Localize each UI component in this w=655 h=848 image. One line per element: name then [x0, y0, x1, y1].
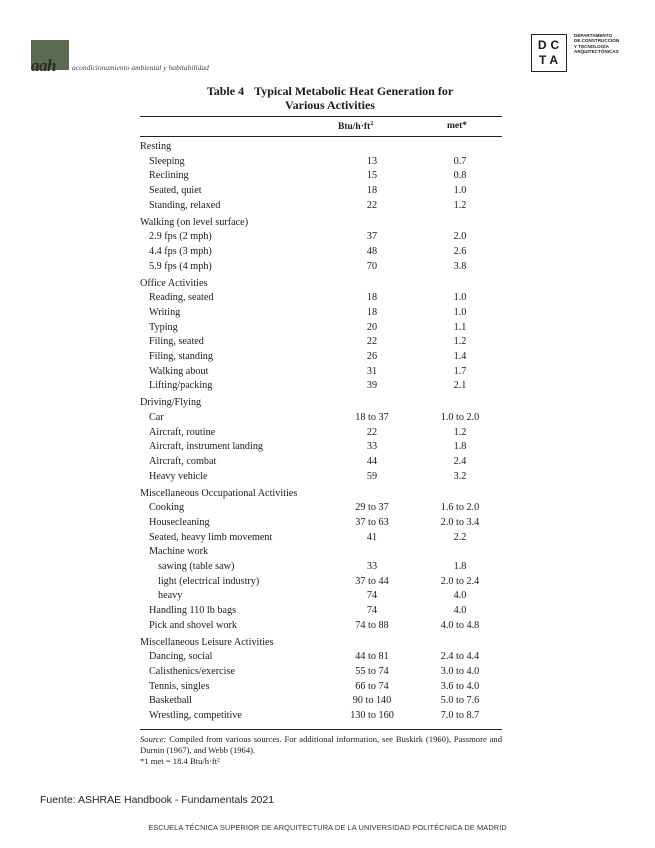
met-value: 1.2: [453, 426, 467, 438]
table-row: [140, 245, 502, 260]
table-group-row: [140, 140, 502, 155]
met-value: 1.0: [453, 306, 467, 318]
met-value: 2.1: [453, 380, 467, 392]
activity-label: 4.4 fps (3 mph): [149, 246, 212, 257]
met-value: 1.0: [453, 185, 467, 197]
group-label: Resting: [140, 141, 172, 152]
source-text: Compiled from various sources. For additional information, see Buskirk (1960), Passmore and Durnin (1967), and Webb (1964).: [140, 734, 503, 755]
activity-label: Machine work: [149, 546, 209, 558]
met-value: 2.4: [453, 456, 467, 467]
table-row: [140, 379, 502, 394]
met-value: 2.0 to 2.4: [440, 575, 480, 587]
table-header-rule: [140, 136, 502, 137]
btu-value: 18 to 37: [355, 411, 389, 423]
department-line: DEPARTAMENTO: [574, 33, 613, 38]
btu-value: 22: [366, 426, 378, 438]
dcta-logo: [531, 34, 567, 72]
table-row: [140, 604, 502, 619]
table-title-line-2: Various Activities: [285, 98, 375, 112]
table-title: [140, 84, 520, 112]
met-value: 2.0: [453, 231, 467, 243]
table-row: [140, 260, 502, 275]
activity-label: Aircraft, instrument landing: [149, 441, 264, 453]
table-body: [140, 140, 502, 724]
met-value: 0.7: [453, 155, 467, 167]
btu-value: 74: [366, 590, 378, 602]
activity-label: 2.9 fps (2 mph): [149, 231, 212, 243]
table-row: [140, 665, 502, 680]
btu-value: 74: [366, 605, 378, 617]
table-row: [140, 545, 502, 560]
table-row: [140, 501, 502, 516]
met-value: 3.0 to 4.0: [440, 666, 480, 677]
activity-label: Filing, seated: [149, 336, 204, 348]
met-value: 1.8: [453, 561, 467, 572]
activity-label: Wrestling, competitive: [149, 710, 242, 722]
page-footer: ESCUELA TÉCNICA SUPERIOR DE ARQUITECTURA DE LA UNIVERSIDAD POLITÉCNICA DE MADRID: [148, 823, 507, 832]
table-row: [140, 230, 502, 245]
btu-value: 37: [366, 231, 378, 243]
table-row: [140, 155, 502, 170]
met-value: 1.6 to 2.0: [440, 502, 480, 514]
activity-label: sawing (table saw): [158, 561, 235, 572]
activity-label: Reclining: [149, 170, 189, 182]
table-row: [140, 575, 502, 590]
activity-label: light (electrical industry): [158, 575, 260, 587]
met-value: 1.2: [453, 336, 467, 348]
activity-label: Housecleaning: [149, 516, 210, 528]
table-row: [140, 365, 502, 380]
activity-label: Aircraft, combat: [149, 456, 217, 467]
btu-value: 41: [366, 531, 378, 543]
table-row: [140, 516, 502, 531]
btu-value: 37 to 44: [355, 575, 389, 587]
activity-label: Basketball: [149, 695, 193, 707]
table-row: [140, 335, 502, 350]
group-label: Driving/Flying: [140, 397, 202, 409]
table-row: [140, 589, 502, 604]
btu-value: 26: [366, 351, 378, 362]
table-number: Table 4: [206, 84, 245, 98]
btu-value: 13: [366, 155, 378, 167]
met-value: 1.4: [453, 351, 467, 362]
activity-label: Calisthenics/exercise: [149, 666, 235, 677]
table-row: [140, 709, 502, 724]
btu-value: 22: [366, 336, 378, 348]
table-row: [140, 680, 502, 695]
activity-label: Writing: [149, 306, 181, 318]
table-source: [140, 734, 502, 755]
table-footnote: *1 met = 18.4 Btu/h·ft²: [140, 756, 220, 766]
btu-value: 44 to 81: [355, 651, 389, 663]
activity-label: Typing: [149, 321, 178, 333]
col-header-btu-sup: 2: [370, 121, 374, 127]
activity-label: Car: [149, 411, 164, 423]
department-line: ARQUITECTÓNICAS: [574, 49, 619, 55]
table-row: [140, 560, 502, 575]
btu-value: 90 to 140: [352, 695, 392, 707]
met-value: 1.0: [453, 292, 467, 304]
met-value: 2.6: [453, 246, 467, 257]
activity-label: Filing, standing: [149, 351, 213, 362]
activity-label: Sleeping: [149, 155, 185, 167]
btu-value: 29 to 37: [355, 502, 389, 514]
met-value: 1.8: [453, 441, 467, 453]
activity-label: Tennis, singles: [149, 680, 210, 692]
group-label: Walking (on level surface): [140, 216, 249, 228]
col-header-met: met*: [447, 121, 468, 131]
met-value: 7.0 to 8.7: [440, 710, 480, 722]
activity-label: Handling 110 lb bags: [149, 605, 237, 617]
group-label: Office Activities: [140, 277, 208, 289]
table-row: [140, 169, 502, 184]
btu-value: 55 to 74: [355, 666, 389, 677]
activity-label: Walking about: [149, 365, 209, 377]
met-value: 3.8: [453, 260, 467, 272]
table-bottom-rule: [140, 729, 502, 730]
btu-value: 33: [366, 441, 378, 453]
activity-label: Seated, heavy limb movement: [149, 531, 273, 543]
table-row: [140, 291, 502, 306]
table-row: [140, 350, 502, 365]
met-value: 2.2: [453, 531, 467, 543]
table-group-row: [140, 277, 502, 292]
activity-label: heavy: [158, 590, 183, 602]
btu-value: 39: [366, 380, 378, 392]
activity-label: Standing, relaxed: [149, 199, 221, 211]
btu-value: 33: [366, 561, 378, 572]
dcta-logo-line-2: TA: [538, 53, 563, 67]
activity-label: Seated, quiet: [149, 185, 202, 197]
met-value: 1.7: [453, 365, 467, 377]
btu-value: 18: [366, 185, 378, 197]
table-row: [140, 455, 502, 470]
table-row: [140, 619, 502, 634]
dcta-logo-line-1: DC: [537, 38, 564, 52]
table-group-row: [140, 216, 502, 231]
activity-label: Dancing, social: [149, 651, 213, 663]
table-row: [140, 411, 502, 426]
met-value: 2.4 to 4.4: [440, 651, 480, 663]
met-value: 1.0 to 2.0: [440, 411, 480, 423]
btu-value: 18: [366, 306, 378, 318]
table-row: [140, 306, 502, 321]
table-row: [140, 470, 502, 485]
table-title-line-1: [140, 84, 520, 98]
group-label: Miscellaneous Occupational Activities: [140, 487, 298, 499]
btu-value: 130 to 160: [350, 710, 394, 722]
btu-value: 20: [366, 321, 378, 333]
btu-value: 18: [366, 292, 378, 304]
btu-value: 59: [366, 470, 378, 482]
group-label: Miscellaneous Leisure Activities: [140, 636, 274, 648]
table-row: [140, 426, 502, 441]
met-value: 5.0 to 7.6: [440, 695, 480, 707]
department-line: DE CONSTRUCCIÓN: [574, 38, 620, 44]
met-value: 4.0 to 4.8: [440, 619, 480, 631]
btu-value: 15: [366, 170, 378, 182]
table-row: [140, 440, 502, 455]
table-title-text: Typical Metabolic Heat Generation for: [254, 84, 454, 98]
met-value: 4.0: [453, 590, 467, 602]
table-group-row: [140, 636, 502, 651]
btu-value: 66 to 74: [355, 680, 389, 692]
met-value: 0.8: [453, 170, 467, 182]
table-row: [140, 199, 502, 214]
table-group-row: [140, 487, 502, 502]
table-row: [140, 321, 502, 336]
activity-label: Reading, seated: [149, 292, 214, 304]
met-value: 1.2: [453, 199, 467, 211]
table-row: [140, 184, 502, 199]
table-row: [140, 650, 502, 665]
activity-label: Cooking: [149, 502, 185, 514]
met-value: 2.0 to 3.4: [440, 516, 480, 528]
activity-label: Pick and shovel work: [149, 619, 237, 631]
btu-value: 70: [366, 260, 378, 272]
activity-label: Lifting/packing: [149, 380, 213, 392]
tagline: acondicionamiento ambiental y habitabilidad: [72, 63, 209, 72]
table-group-row: [140, 396, 502, 411]
table-row: [140, 531, 502, 546]
btu-value: 44: [366, 456, 378, 467]
activity-label: 5.9 fps (4 mph): [149, 260, 212, 272]
btu-value: 31: [366, 365, 378, 377]
col-header-btu: [338, 121, 373, 132]
met-value: 3.2: [453, 470, 467, 482]
table-row: [140, 694, 502, 709]
met-value: 1.1: [453, 321, 467, 333]
btu-value: 74 to 88: [355, 619, 389, 631]
btu-value: 37 to 63: [355, 516, 389, 528]
source-caption: Fuente: ASHRAE Handbook - Fundamentals 2021: [40, 794, 275, 806]
department-name: [574, 33, 619, 55]
col-header-btu-text: Btu/h·ft: [338, 122, 371, 133]
source-label: Source:: [140, 734, 167, 744]
activity-label: Heavy vehicle: [149, 470, 208, 482]
btu-value: 22: [366, 199, 378, 211]
btu-value: 48: [366, 246, 378, 257]
department-line: Y TECNOLOGÍA: [574, 43, 609, 49]
aah-logo-text: aah: [31, 56, 56, 75]
met-value: 4.0: [453, 605, 467, 617]
met-value: 3.6 to 4.0: [440, 680, 480, 692]
activity-label: Aircraft, routine: [149, 426, 216, 438]
table-top-rule: [140, 116, 502, 117]
